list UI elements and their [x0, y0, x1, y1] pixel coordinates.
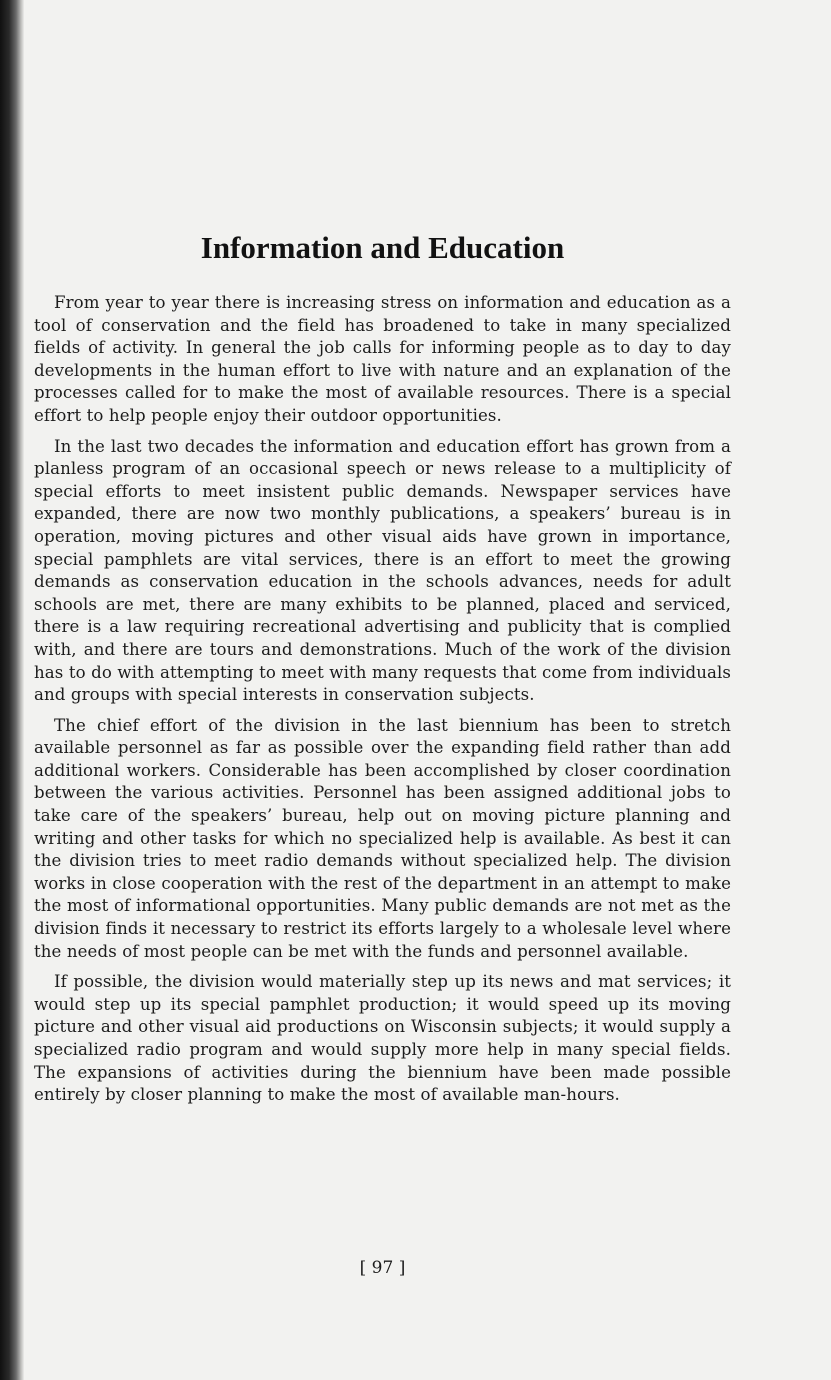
book-binding-edge	[0, 0, 24, 1380]
page-title: Information and Education	[200, 230, 565, 265]
paragraph-4: If possible, the division would materially step up its news and mat services; it would step up its special pamphlet production; it would speed up its moving picture and other visual aid productions on Wisconsin subjects; it would supply a specialized radio program and would supply more help in many special fields. The expansions of activities during the biennium have been made possible entirely by closer planning to make the most of available man-hours.	[34, 972, 731, 1105]
paragraph-1: From year to year there is increasing stress on information and education as a tool of conservation and the field has broadened to take in many specialized fields of activity. In general the job calls for informing people as to day to day developments in the human effort to live with nature and an explanation of the processes called for to make the most of available resources. There is a special effort to help people enjoy their outdoor opportunities.	[34, 293, 731, 425]
paragraph-3: The chief effort of the division in the last biennium has been to stretch available personnel as far as possible over the expanding field rather than add additional workers. Considerable has been accomplished by closer coordination between the various activities. Personnel has been assigned additional jobs to take care of the speakers’ bureau, help out on moving picture planning and writing and other tasks for which no specialized help is available. As best it can the division tries to meet radio demands without specialized help. The division works in close cooperation with the rest of the department in an attempt to make the most of informational opportunities. Many public demands are not met as the division finds it necessary to restrict its efforts largely to a wholesale level where the needs of most people can be met with the funds and personnel available.	[34, 715, 731, 961]
document-page	[34, 0, 731, 1380]
body-text	[34, 292, 731, 1115]
page-number: [ 97 ]	[359, 1258, 406, 1278]
paragraph-2: In the last two decades the information and education effort has grown from a planless program of an occasional speech or news release to a multiplicity of special efforts to meet insistent public demands. Newspaper services have expanded, there are now two monthly publications, a speakers’ bureau is in operation, moving pictures and other visual aids have grown in importance, special pamphlets are vital services, there is an effort to meet the growing demands as conservation education in the schools advances, needs for adult schools are met, there are many exhibits to be planned, placed and serviced, there is a law requiring recreational advertising and publicity that is complied with, and there are tours and demonstrations. Much of the work of the division has to do with attempting to meet with many requests that come from individuals and groups with special interests in conservation subjects.	[34, 436, 731, 705]
